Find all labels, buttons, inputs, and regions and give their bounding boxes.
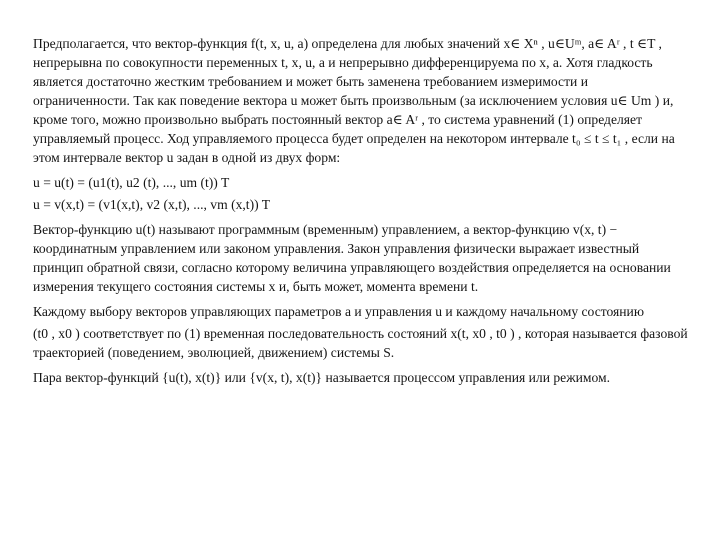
paragraph-control-process: Пара вектор-функций {u(t), x(t)} или {v(x, t), x(t)} называется процессом управления или режимом. bbox=[33, 370, 611, 385]
paragraph-control-definitions: Вектор-функцию u(t) называют программным (временным) управлением, а вектор-функцию v(x, t) − координатным управлением или законом управления. Закон управления физически выражает известный принцип обратной связи, согласно которому величина управляющего воздействия определяется на основании измерения текущего состояния системы x и, быть может, момента времени t. bbox=[33, 222, 671, 294]
formula-coordinate-control: u = v(x,t) = (v1(x,t), v2 (x,t), ..., vm (x,t)) T bbox=[33, 197, 271, 212]
document-body bbox=[33, 34, 688, 393]
paragraph-initial-state: Каждому выбору векторов управляющих параметров a и управления u и каждому начальному состоянию bbox=[33, 304, 644, 319]
paragraph-phase-trajectory: (t0 , x0 ) соответствует по (1) временная последовательность состояний x(t, x0 , t0 ) , которая называется фазовой траекторией (поведением, эволюцией, движением) системы S. bbox=[33, 326, 688, 360]
formula-program-control: u = u(t) = (u1(t), u2 (t), ..., um (t)) T bbox=[33, 175, 230, 190]
paragraph-assumptions: Предполагается, что вектор-функция f(t, x, u, a) определена для любых значений x∈ Xⁿ , u∈Uᵐ, a∈ Aʳ , t ∈T , непрерывна по совокупности переменных t, x, u, a и непрерывно дифференцируема по x, a. Хотя гладкость является достаточно жестким требованием и может быть заменена требованием измеримости и ограниченности. Так как поведение вектора u может быть произвольным (за исключением условия u∈ Um ) и, кроме того, можно произвольно выбрать постоянный вектор a∈ Aʳ , то система уравнений (1) определяет управляемый процесс. Ход управляемого процесса будет определен на некотором интервале t₀ ≤ t ≤ t₁ , если на этом интервале вектор u задан в одной из двух форм: bbox=[33, 36, 675, 165]
